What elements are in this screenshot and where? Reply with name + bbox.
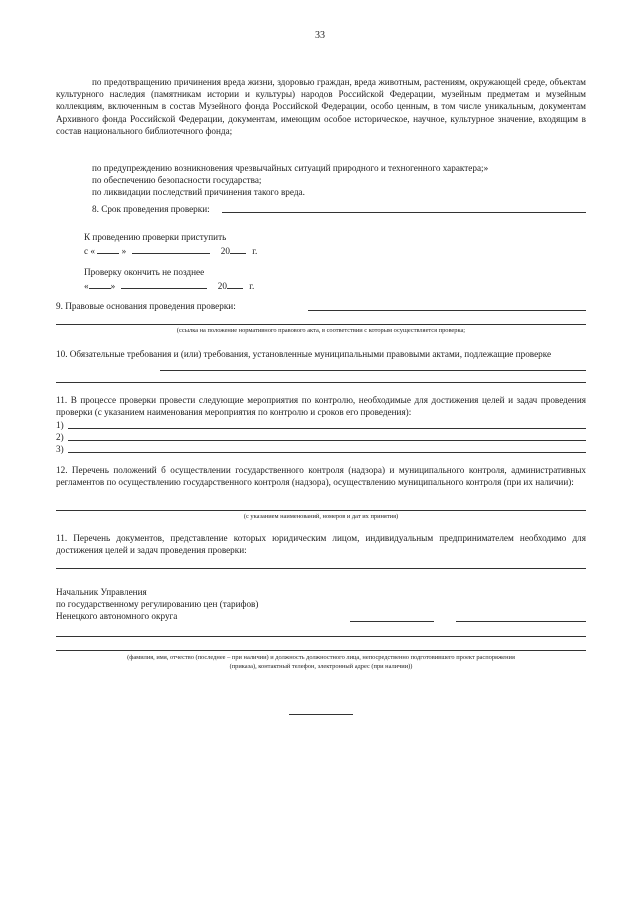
- start-year-suffix: г.: [252, 246, 258, 256]
- signer-name-line[interactable]: [456, 621, 586, 622]
- signer-title: по государственному регулированию цен (тарифов): [56, 599, 259, 609]
- preparer-line[interactable]: [56, 650, 586, 651]
- signer-title: Начальник Управления: [56, 587, 147, 597]
- end-date-row: [84, 279, 254, 292]
- section11-text: 11. В процессе проверки провести следующие мероприятия по контролю, необходимые для достижения целей и задач проведения проверки (с указанием наименования мероприятия по контролю и сроков его проведения):: [56, 395, 586, 418]
- intro-paragraph: по предотвращению причинения вреда жизни, здоровью граждан, вреда животным, растениям, окружающей среде, объектам культурного наследия (памятникам истории и культуры) народов Российской Федерации, музейным предметам и музейным коллекциям, включенным в состав Музейного фонда Российской Федерации, особо ценным, в том числе уникальным, документам Архивного фонда Российской Федерации, документам, имеющим особое историческое, научное, культурное значение, входящим в состав национального библиотечного фонда;: [56, 77, 586, 136]
- section12-fill-line[interactable]: [56, 510, 586, 511]
- end-date-label: Проверку окончить не позднее: [84, 267, 205, 277]
- start-year-prefix: 20: [220, 246, 230, 256]
- section9-label: 9. Правовые основания проведения проверки:: [56, 301, 236, 311]
- end-year-prefix: 20: [217, 281, 227, 291]
- end-year-suffix: г.: [249, 281, 255, 291]
- section8-label: 8. Срок проведения проверки:: [92, 204, 210, 214]
- start-date-quote: »: [121, 246, 127, 256]
- section8-fill-line[interactable]: [222, 212, 586, 213]
- preparer-line[interactable]: [56, 636, 586, 637]
- section9-fill-line[interactable]: [308, 310, 586, 311]
- preparer-caption: (фамилия, имя, отчество (последнее – при наличии) и должность должностного лица, непосредственно подготовившего проект распоряжения: [127, 654, 515, 661]
- intro-item: по предупреждению возникновения чрезвычайных ситуаций природного и техногенного характера;»: [92, 163, 489, 173]
- measure-number: 2): [56, 432, 64, 442]
- intro-item: по обеспечению безопасности государства;: [92, 175, 262, 185]
- signature-line[interactable]: [350, 621, 434, 622]
- start-date-prefix: с «: [84, 246, 95, 256]
- end-separator: [289, 714, 353, 715]
- section10-fill-line[interactable]: [160, 370, 586, 371]
- measure-line[interactable]: [68, 428, 586, 429]
- section11b-fill-line[interactable]: [56, 568, 586, 569]
- section11b-text: 11. Перечень документов, представление которых юридическим лицом, индивидуальным предпринимателем необходимо для достижения целей и задач проведения проверки:: [56, 533, 586, 556]
- end-day-field[interactable]: [89, 279, 111, 289]
- signer-title: Ненецкого автономного округа: [56, 611, 178, 621]
- measure-line[interactable]: [68, 452, 586, 453]
- end-date-quote: »: [110, 281, 116, 291]
- start-month-field[interactable]: [132, 244, 210, 254]
- start-date-row: [84, 244, 257, 257]
- section10-text: 10. Обязательные требования и (или) требования, установленные муниципальными правовыми актами, подлежащие проверке: [56, 349, 552, 359]
- section9-fill-line[interactable]: [56, 324, 586, 325]
- preparer-caption: (приказа), контактный телефон, электронный адрес (при наличии)): [229, 663, 413, 670]
- measure-line[interactable]: [68, 440, 586, 441]
- end-month-field[interactable]: [121, 279, 207, 289]
- page-number: 33: [315, 30, 325, 41]
- section12-text: 12. Перечень положений б осуществлении государственного контроля (надзора) и муниципального контроля, административных регламентов по осуществлению государственного контроля (надзора), осуществлению муниципального контроля (при их наличии):: [56, 465, 586, 488]
- start-date-label: К проведению проверки приступить: [84, 232, 227, 242]
- section10-fill-line[interactable]: [56, 382, 586, 383]
- start-day-field[interactable]: [97, 244, 119, 254]
- measure-number: 1): [56, 420, 64, 430]
- start-year-field[interactable]: [230, 244, 246, 254]
- section9-caption: (ссылка на положение нормативного правового акта, в соответствии с которым осуществляется проверка;: [176, 327, 466, 334]
- section12-caption: (с указанием наименований, номеров и дат их принятия): [243, 513, 399, 520]
- measure-number: 3): [56, 444, 64, 454]
- end-date-prefix: «: [84, 281, 89, 291]
- intro-item: по ликвидации последствий причинения такого вреда.: [92, 187, 305, 197]
- end-year-field[interactable]: [227, 279, 243, 289]
